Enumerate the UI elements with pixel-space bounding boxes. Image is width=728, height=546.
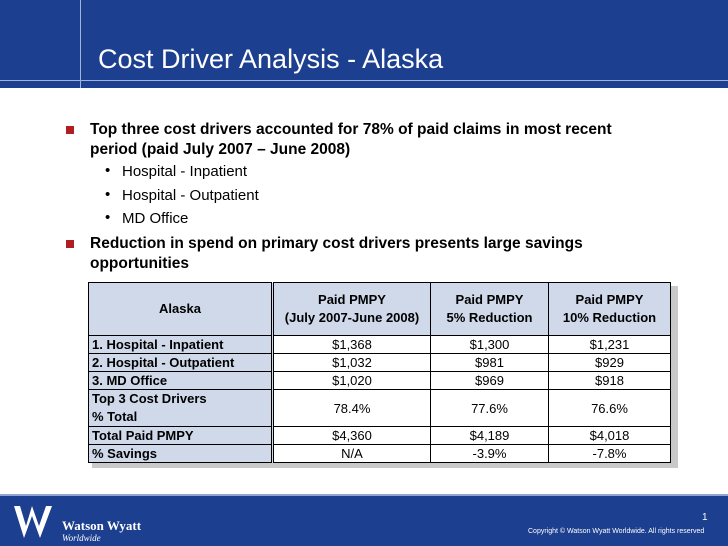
bullet-1-text (90, 120, 612, 160)
cell-value: N/A (273, 445, 431, 463)
subitem-hospital-inpatient: Hospital - Inpatient (122, 163, 248, 180)
row-label: % Savings (89, 445, 273, 463)
table-row (89, 445, 671, 463)
header-horizontal-rule (0, 80, 728, 81)
bullet-1-line-2: period (paid July 2007 – June 2008) (90, 141, 351, 158)
table-row (89, 354, 671, 372)
bullet-1-line-1: Top three cost drivers accounted for 78% of paid claims in most recent (90, 121, 612, 138)
cell-value: $1,020 (273, 372, 431, 390)
cell-value: 77.6% (431, 390, 549, 427)
subitem-hospital-outpatient: Hospital - Outpatient (122, 187, 259, 204)
cell-value: 78.4% (273, 390, 431, 427)
cell-value: $1,231 (549, 336, 671, 354)
cell-value: $969 (431, 372, 549, 390)
cell-value: -7.8% (549, 445, 671, 463)
table-row (89, 427, 671, 445)
page-number: 1 (702, 512, 708, 523)
bullet-2-line-1: Reduction in spend on primary cost drivers presents large savings (90, 235, 583, 252)
table-header-row (89, 283, 671, 336)
cell-value: $929 (549, 354, 671, 372)
square-bullet-icon (66, 126, 74, 134)
subitem-md-office: MD Office (122, 210, 189, 227)
cell-value: $918 (549, 372, 671, 390)
header-col3-line-2: 10% Reduction (562, 310, 657, 325)
slide-title: Cost Driver Analysis - Alaska (98, 44, 444, 74)
table-row (89, 390, 671, 427)
row-label-line-1: Top 3 Cost Drivers (92, 391, 207, 406)
bullet-dot-icon: • (105, 209, 111, 226)
row-label: Total Paid PMPY (89, 427, 273, 445)
header-alaska: Alaska (89, 283, 273, 336)
bullet-dot-icon: • (105, 186, 111, 203)
header-paid-pmpy-5pct (431, 283, 549, 336)
bullet-2-line-2: opportunities (90, 255, 190, 272)
copyright-text: Copyright © Watson Wyatt Worldwide. All rights reserved (528, 528, 705, 535)
bullet-2-text (90, 234, 583, 274)
header-col2-line-2: 5% Reduction (446, 310, 533, 325)
header-vertical-rule (80, 0, 81, 88)
cell-value: $4,189 (431, 427, 549, 445)
cell-value: $1,368 (273, 336, 431, 354)
cell-value: -3.9% (431, 445, 549, 463)
header-col2-line-1: Paid PMPY (455, 292, 524, 307)
header-col1-line-1: Paid PMPY (318, 292, 386, 307)
cost-driver-table (88, 282, 671, 463)
table-row (89, 336, 671, 354)
row-label: 2. Hospital - Outpatient (89, 354, 273, 372)
cell-value: $4,018 (549, 427, 671, 445)
cell-value: $1,032 (273, 354, 431, 372)
header-paid-pmpy-10pct (549, 283, 671, 336)
watson-wyatt-logo-icon (12, 502, 60, 542)
square-bullet-icon (66, 240, 74, 248)
cell-value: $981 (431, 354, 549, 372)
row-label: 3. MD Office (89, 372, 273, 390)
logo-name: Watson Wyatt (62, 518, 142, 533)
logo-subtitle: Worldwide (62, 533, 101, 543)
header-col3-line-1: Paid PMPY (575, 292, 644, 307)
row-label-line-2: % Total (92, 409, 138, 424)
table-row (89, 372, 671, 390)
bullet-dot-icon: • (105, 162, 111, 179)
cell-value: 76.6% (549, 390, 671, 427)
row-label: 1. Hospital - Inpatient (89, 336, 273, 354)
header-paid-pmpy-current (273, 283, 431, 336)
row-label (89, 390, 273, 427)
cell-value: $4,360 (273, 427, 431, 445)
header-col1-line-2: (July 2007-June 2008) (284, 310, 420, 325)
cell-value: $1,300 (431, 336, 549, 354)
